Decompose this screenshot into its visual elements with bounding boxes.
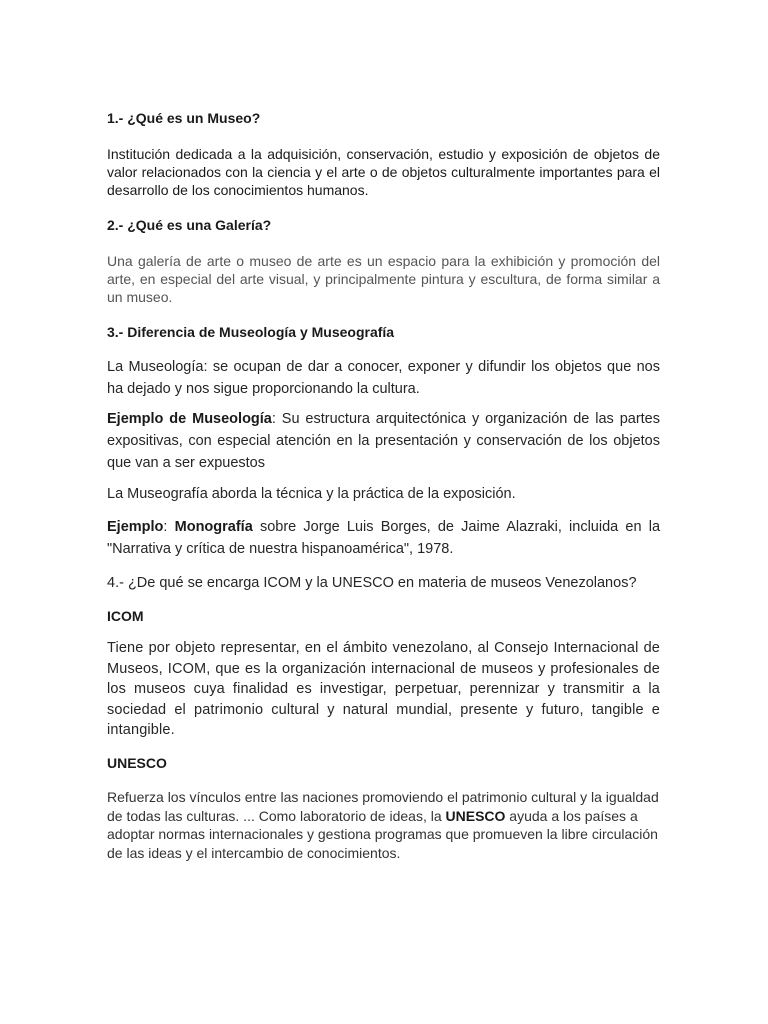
heading-icom: ICOM xyxy=(107,608,144,624)
text-unesco-a: Refuerza los vínculos entre las naciones promoviendo el patrimonio cultural y la igualdad de todas las culturas. ... Como laboratorio de ideas, la xyxy=(107,789,659,824)
heading-galeria: 2.- ¿Qué es una Galería? xyxy=(107,217,272,233)
paragraph-museo-definicion: Institución dedicada a la adquisición, conservación, estudio y exposición de objetos de valor relacionados con la ciencia y el arte o de objetos culturalmente importantes para el desarrollo de los conocimientos humanos. xyxy=(107,146,660,198)
paragraph-museografia-definicion: La Museografía aborda la técnica y la práctica de la exposición. xyxy=(107,486,516,502)
text-ejemplo-monografia: sobre Jorge Luis Borges, de Jaime Alazraki, incluida en la "Narrativa y crítica de nuestra hispanoamérica", 1978. xyxy=(107,519,661,557)
heading-unesco: UNESCO xyxy=(107,755,167,771)
label-ejemplo: Ejemplo xyxy=(107,519,164,535)
text-ejemplo-museologia: : Su estructura arquitectónica y organización de las partes expositivas, con especial atención en la presentación y conservación de los objetos que van a ser expuestos xyxy=(107,411,660,471)
label-monografia: Monografía xyxy=(174,519,253,535)
label-unesco-bold: UNESCO xyxy=(445,807,506,824)
text-unesco-b: ayuda a los países a adoptar normas internacionales y gestiona programas que promueven la libre circulación de las ideas y el intercambio de conocimientos. xyxy=(107,807,658,861)
paragraph-pregunta-icom-unesco: 4.- ¿De qué se encarga ICOM y la UNESCO en materia de museos Venezolanos? xyxy=(107,575,637,591)
paragraph-ejemplo-museologia xyxy=(107,408,660,474)
paragraph-museologia-definicion: La Museología: se ocupan de dar a conocer, exponer y difundir los objetos que nos ha dejado y nos sigue proporcionando la cultura. xyxy=(107,359,660,397)
label-ejemplo-museologia: Ejemplo de Museología xyxy=(107,411,272,427)
paragraph-ejemplo-museografia xyxy=(107,516,660,560)
separator: : xyxy=(163,519,175,535)
paragraph-icom: Tiene por objeto representar, en el ámbito venezolano, al Consejo Internacional de Museos, ICOM, que es la organización internacional de museos y profesionales de los museos cuya finalidad es investigar, perpetuar, perennizar y transmitir a la sociedad el patrimonio cultural y natural mundial, presente y futuro, tangible e intangible. xyxy=(107,640,660,738)
heading-diferencia: 3.- Diferencia de Museología y Museografía xyxy=(107,324,395,340)
paragraph-galeria-definicion: Una galería de arte o museo de arte es un espacio para la exhibición y promoción del arte, en especial del arte visual, y principalmente pintura y escultura, de forma similar a un museo. xyxy=(107,253,660,305)
paragraph-unesco xyxy=(107,788,660,862)
heading-museo: 1.- ¿Qué es un Museo? xyxy=(107,110,261,126)
